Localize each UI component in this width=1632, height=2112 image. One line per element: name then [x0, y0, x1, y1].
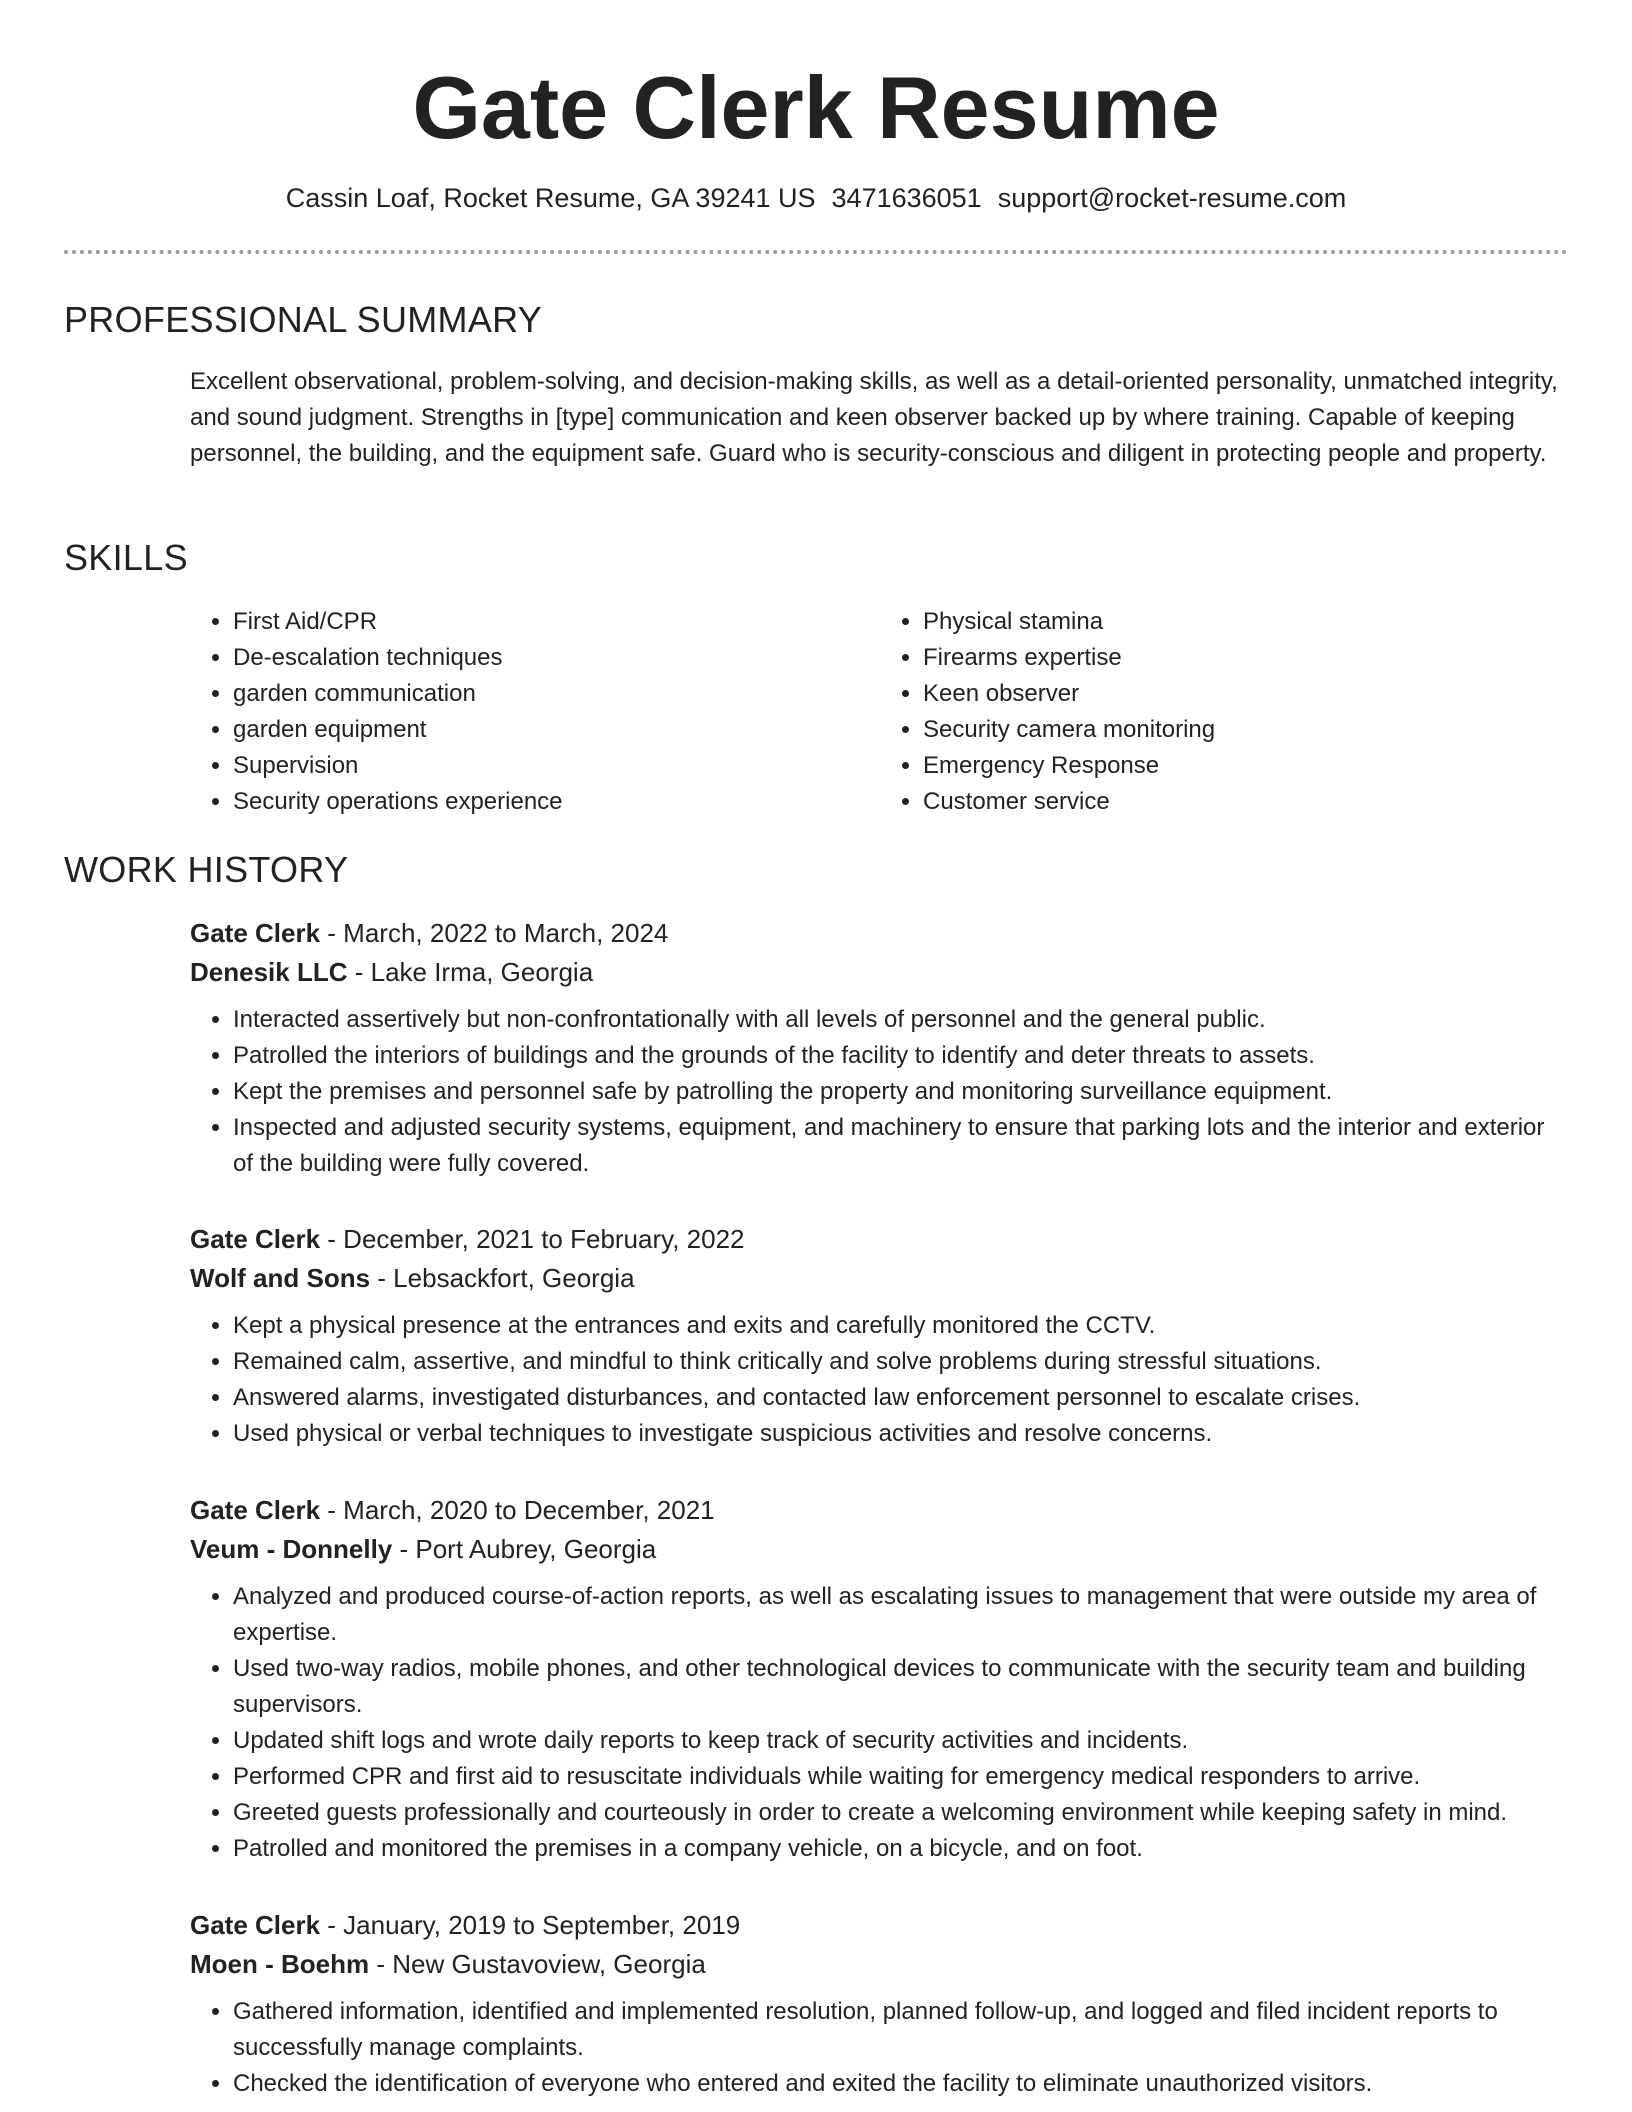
skill-item: • garden equipment — [233, 712, 880, 748]
skill-item: • garden communication — [233, 676, 880, 712]
skill-item: • Firearms expertise — [923, 640, 1570, 676]
job-title-line — [190, 1491, 1570, 1530]
job-bullet: • Patrolled the interiors of buildings and the grounds of the facility to identify and deter threats to assets. — [233, 1038, 1570, 1074]
skill-item: • Security operations experience — [233, 784, 880, 820]
job-title-line — [190, 1906, 1570, 1945]
job-company-line — [190, 953, 1570, 992]
skill-item: • Physical stamina — [923, 604, 1570, 640]
skill-item: • De-escalation techniques — [233, 640, 880, 676]
contact-line — [0, 180, 1632, 216]
job-bullet: • Inspected and adjusted security systems, equipment, and machinery to ensure that parking lots and the interior and exterior of the building were fully covered. — [233, 1110, 1570, 1182]
job-bullet: • Used two-way radios, mobile phones, and other technological devices to communicate with the security team and building supervisors. — [233, 1651, 1570, 1723]
job-company: Wolf and Sons — [190, 1263, 371, 1293]
skill-item: • Security camera monitoring — [923, 712, 1570, 748]
summary-text: Excellent observational, problem-solving, and decision-making skills, as well as a detail-oriented personality, unmatched integrity, and sound judgment. Strengths in [type] communication and keen observer backed up by where training. Capable of keeping personnel, the building, and the equipment safe. Guard who is security-conscious and diligent in protecting people and property. — [190, 368, 1558, 467]
job-title: Gate Clerk — [190, 1495, 321, 1525]
job-bullets — [190, 1308, 1570, 1452]
job-entry — [190, 1220, 1570, 1452]
skills-heading: SKILLS — [64, 537, 188, 578]
job-entry — [190, 1491, 1570, 1867]
summary-heading: PROFESSIONAL SUMMARY — [64, 299, 543, 340]
contact-address: Cassin Loaf, Rocket Resume, GA 39241 US — [285, 183, 816, 213]
job-dates: - December, 2021 to February, 2022 — [320, 1224, 745, 1254]
job-bullets — [190, 1579, 1570, 1867]
job-company-line — [190, 1259, 1570, 1298]
job-bullet: • Analyzed and produced course-of-action reports, as well as escalating issues to management that were outside my area of expertise. — [233, 1579, 1570, 1651]
skill-item: • Emergency Response — [923, 748, 1570, 784]
job-bullet: • Remained calm, assertive, and mindful to think critically and solve problems during stressful situations. — [233, 1344, 1570, 1380]
page-title: Gate Clerk Resume — [412, 58, 1220, 157]
skill-item: • First Aid/CPR — [233, 604, 880, 640]
job-bullet: • Kept a physical presence at the entrances and exits and carefully monitored the CCTV. — [233, 1308, 1570, 1344]
job-bullet: • Gathered information, identified and implemented resolution, planned follow-up, and logged and filed incident reports to successfully manage complaints. — [233, 1994, 1570, 2066]
job-entry — [190, 1906, 1570, 2102]
job-location: - Lake Irma, Georgia — [347, 957, 594, 987]
job-title-line — [190, 914, 1570, 953]
skills-column-left — [190, 604, 880, 820]
job-bullet: • Checked the identification of everyone who entered and exited the facility to eliminate unauthorized visitors. — [233, 2066, 1570, 2102]
job-dates: - March, 2020 to December, 2021 — [320, 1495, 715, 1525]
job-location: - Port Aubrey, Georgia — [392, 1534, 657, 1564]
job-title: Gate Clerk — [190, 1224, 321, 1254]
job-bullets — [190, 1002, 1570, 1182]
job-bullet: • Greeted guests professionally and courteously in order to create a welcoming environment while keeping safety in mind. — [233, 1795, 1570, 1831]
contact-email: support@rocket-resume.com — [997, 183, 1347, 213]
skills-column-right — [880, 604, 1570, 820]
job-location: - New Gustavoview, Georgia — [369, 1949, 706, 1979]
job-company: Denesik LLC — [190, 957, 348, 987]
job-bullet: • Answered alarms, investigated disturbances, and contacted law enforcement personnel to escalate crises. — [233, 1380, 1570, 1416]
skill-item: • Customer service — [923, 784, 1570, 820]
work-history-heading: WORK HISTORY — [64, 849, 349, 890]
skill-item: • Supervision — [233, 748, 880, 784]
job-bullet: • Performed CPR and first aid to resuscitate individuals while waiting for emergency medical responders to arrive. — [233, 1759, 1570, 1795]
job-dates: - March, 2022 to March, 2024 — [320, 918, 669, 948]
job-title: Gate Clerk — [190, 918, 321, 948]
header-divider — [64, 250, 1568, 254]
skills-list — [190, 604, 1570, 820]
contact-phone: 3471636051 — [831, 183, 982, 213]
job-company-line — [190, 1945, 1570, 1984]
job-dates: - January, 2019 to September, 2019 — [320, 1910, 741, 1940]
job-location: - Lebsackfort, Georgia — [370, 1263, 635, 1293]
job-bullet: • Updated shift logs and wrote daily reports to keep track of security activities and incidents. — [233, 1723, 1570, 1759]
job-title-line — [190, 1220, 1570, 1259]
skill-item: • Keen observer — [923, 676, 1570, 712]
job-company: Moen - Boehm — [190, 1949, 370, 1979]
job-entry — [190, 914, 1570, 1182]
job-bullet: • Patrolled and monitored the premises in a company vehicle, on a bicycle, and on foot. — [233, 1831, 1570, 1867]
job-bullets — [190, 1994, 1570, 2102]
job-bullet: • Interacted assertively but non-confrontationally with all levels of personnel and the general public. — [233, 1002, 1570, 1038]
job-company-line — [190, 1530, 1570, 1569]
job-bullet: • Used physical or verbal techniques to investigate suspicious activities and resolve concerns. — [233, 1416, 1570, 1452]
job-bullet: • Kept the premises and personnel safe by patrolling the property and monitoring surveillance equipment. — [233, 1074, 1570, 1110]
job-title: Gate Clerk — [190, 1910, 321, 1940]
job-company: Veum - Donnelly — [190, 1534, 393, 1564]
